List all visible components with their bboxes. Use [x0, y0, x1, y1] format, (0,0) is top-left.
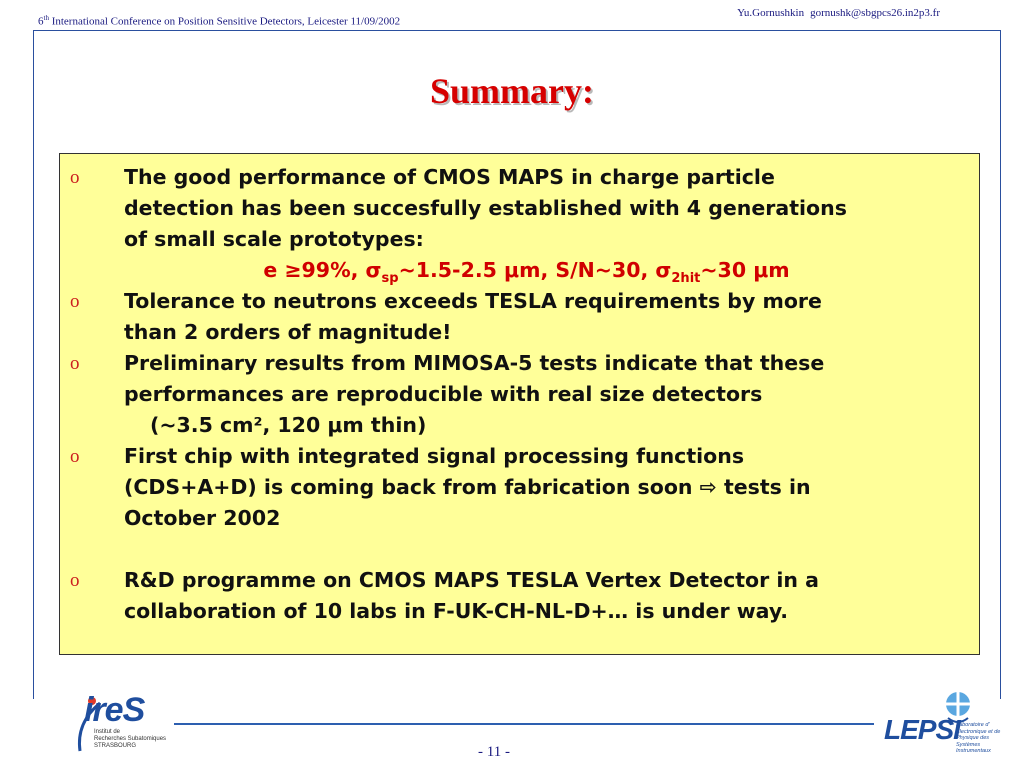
bullet-item — [70, 286, 969, 348]
performance-formula — [124, 255, 969, 286]
bullet-line: R&D programme on CMOS MAPS TESLA Vertex Detector in a — [124, 568, 819, 592]
lepsi-sub-line: Systèmes — [956, 741, 981, 748]
lepsi-sub-line: Instrumentaux — [956, 748, 991, 754]
ires-logo — [72, 693, 168, 759]
bullet-item — [70, 348, 969, 441]
bullet-line: of small scale prototypes: — [124, 227, 424, 251]
list-spacer — [70, 534, 969, 565]
bullet-line: than 2 orders of magnitude! — [124, 320, 452, 344]
lepsi-wordmark: LEPSI — [884, 714, 960, 745]
conference-number: 6 — [38, 15, 44, 28]
bullet-line: (CDS+A+D) is coming back from fabrication soon ⇨ tests in — [124, 475, 811, 499]
bullet-item — [70, 565, 969, 627]
summary-box — [59, 153, 980, 655]
formula-subscript: 2hit — [671, 271, 701, 287]
conference-ordinal: th — [43, 14, 49, 22]
bullet-marker: o — [70, 291, 80, 312]
bullet-line: detection has been succesfully established with 4 generations — [124, 196, 847, 220]
ires-sub-line: Recherches Subatomiques — [94, 736, 167, 742]
bullet-line: The good performance of CMOS MAPS in charge particle — [124, 165, 775, 189]
slide-title: Summary: — [430, 71, 594, 111]
lepsi-sub-line: Electronique et de — [956, 728, 1001, 735]
lepsi-subtitle — [956, 722, 1000, 755]
ires-wordmark: ireS — [84, 691, 145, 729]
ires-sub-line: Institut de — [94, 729, 121, 735]
formula-part: ~1.5-2.5 μm, S/N~30, σ — [398, 258, 672, 282]
bullet-line: (~3.5 cm², 120 μm thin) — [150, 413, 427, 437]
footer-divider — [174, 723, 874, 725]
lepsi-sub-line: Laboratoire d' — [956, 722, 990, 728]
bullet-line: collaboration of 10 labs in F-UK-CH-NL-D+… is under way. — [124, 599, 789, 623]
bullet-item — [70, 162, 969, 286]
author-header — [737, 7, 940, 19]
bullet-line: performances are reproducible with real size detectors — [124, 382, 763, 406]
formula-part: ~30 μm — [700, 258, 790, 282]
formula-part: e ≥99%, σ — [263, 258, 382, 282]
bullet-marker: o — [70, 167, 80, 188]
ires-sub-line: STRASBOURG — [94, 743, 137, 749]
ires-subtitle — [94, 729, 166, 750]
formula-subscript: sp — [381, 271, 399, 287]
summary-list — [70, 162, 969, 627]
author-email: gornushk@sbgpcs26.in2p3.fr — [810, 7, 940, 19]
conference-text: International Conference on Position Sensitive Detectors, Leicester 11/09/2002 — [48, 15, 401, 28]
page-number: - 11 - — [478, 744, 510, 760]
bullet-marker: o — [70, 353, 80, 374]
bullet-marker: o — [70, 570, 80, 591]
lepsi-logo — [880, 692, 1008, 752]
lepsi-sub-line: Physique des — [956, 735, 990, 741]
conference-header — [38, 14, 400, 28]
bullet-line: First chip with integrated signal processing functions — [124, 444, 745, 468]
author-name: Yu.Gornushkin — [737, 7, 805, 19]
bullet-item — [70, 441, 969, 534]
bullet-line: October 2002 — [124, 506, 281, 530]
bullet-line: Tolerance to neutrons exceeds TESLA requirements by more — [124, 289, 822, 313]
bullet-marker: o — [70, 446, 80, 467]
bullet-line: Preliminary results from MIMOSA-5 tests indicate that these — [124, 351, 825, 375]
